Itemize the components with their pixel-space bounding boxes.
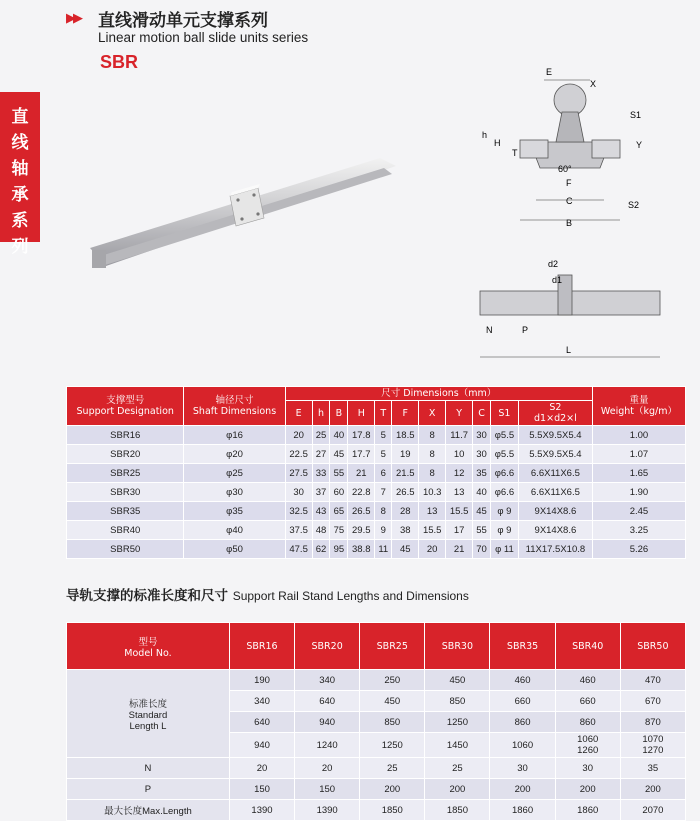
table-cell: 25 xyxy=(425,758,490,779)
table-cell: 38.8 xyxy=(348,540,375,559)
label-s1: S1 xyxy=(630,110,642,120)
table-cell: 1850 xyxy=(425,800,490,821)
table-cell: 1070 1270 xyxy=(620,733,685,758)
table-row xyxy=(67,800,686,821)
std-length-en: Length L xyxy=(129,720,167,732)
table-cell: 15.5 xyxy=(419,521,446,540)
table-row xyxy=(67,464,686,483)
table-cell: 45 xyxy=(330,445,348,464)
table-cell: 1450 xyxy=(425,733,490,758)
rail-lengths-table xyxy=(66,622,686,821)
table-cell: φ35 xyxy=(184,502,285,521)
col-header-model-no: SBR25 xyxy=(360,623,425,670)
table-cell: 43 xyxy=(312,502,330,521)
table-cell: 850 xyxy=(425,691,490,712)
table-cell: 60 xyxy=(330,483,348,502)
label-angle: 60° xyxy=(558,164,572,174)
table-cell: 450 xyxy=(425,670,490,691)
table-cell: 35 xyxy=(620,758,685,779)
table-cell: 17.8 xyxy=(348,426,375,445)
col-header-model-no: SBR30 xyxy=(425,623,490,670)
col-header: H xyxy=(348,401,375,426)
table-cell: 30 xyxy=(555,758,620,779)
table-cell: 5.5X9.5X5.4 xyxy=(518,445,592,464)
table-cell: 8 xyxy=(419,445,446,464)
page-title-en: Linear motion ball slide units series xyxy=(98,30,309,45)
table-row xyxy=(67,445,686,464)
table-cell: 1390 xyxy=(295,800,360,821)
table-cell: 75 xyxy=(330,521,348,540)
table-cell: 670 xyxy=(620,691,685,712)
table-cell: 6.6X11X6.5 xyxy=(518,483,592,502)
table-cell: 45 xyxy=(392,540,419,559)
table-cell: 940 xyxy=(229,733,294,758)
table-cell: 1850 xyxy=(360,800,425,821)
table-cell: 5 xyxy=(375,426,392,445)
table-cell: 11 xyxy=(375,540,392,559)
table-cell: 40 xyxy=(473,483,491,502)
slide-unit-photo xyxy=(80,140,410,290)
label-t: T xyxy=(512,148,518,158)
label-y: Y xyxy=(636,140,643,150)
table-row xyxy=(67,670,686,691)
col-header-designation: 支撑型号 Support Designation xyxy=(67,387,184,426)
table-cell: 1250 xyxy=(360,733,425,758)
table-cell: 2070 xyxy=(620,800,685,821)
label-h: h xyxy=(482,130,488,140)
table-cell: SBR25 xyxy=(67,464,184,483)
table-cell: 95 xyxy=(330,540,348,559)
table-cell: 5.5X9.5X5.4 xyxy=(518,426,592,445)
table-cell: 20 xyxy=(419,540,446,559)
table-cell: 10 xyxy=(446,445,473,464)
table-cell: 19 xyxy=(392,445,419,464)
table-cell: 27 xyxy=(312,445,330,464)
table-cell: 13 xyxy=(446,483,473,502)
table-cell: 150 xyxy=(229,779,294,800)
side-view-drawing xyxy=(470,255,670,365)
table-cell: 45 xyxy=(473,502,491,521)
table-cell: 30 xyxy=(285,483,312,502)
table-cell: 460 xyxy=(555,670,620,691)
table-cell: 1860 xyxy=(555,800,620,821)
table-cell: SBR16 xyxy=(67,426,184,445)
table-cell: 15.5 xyxy=(446,502,473,521)
col-header-model-no: SBR50 xyxy=(620,623,685,670)
table-cell: φ50 xyxy=(184,540,285,559)
table-cell: 8 xyxy=(419,426,446,445)
col-header-weight: 重量 Weight（kg/m） xyxy=(592,387,685,426)
table-cell: 1860 xyxy=(490,800,555,821)
table-cell: 21.5 xyxy=(392,464,419,483)
table-cell: 340 xyxy=(229,691,294,712)
table-cell: 6.6X11X6.5 xyxy=(518,464,592,483)
table-cell: 55 xyxy=(330,464,348,483)
table-cell: 11X17.5X10.8 xyxy=(518,540,592,559)
col-header: Y xyxy=(446,401,473,426)
col-header-model-no: SBR20 xyxy=(295,623,360,670)
table-cell: 660 xyxy=(490,691,555,712)
table-cell: 1250 xyxy=(425,712,490,733)
side-tab-char: 列 xyxy=(11,237,29,257)
table-cell: 21 xyxy=(446,540,473,559)
side-tab-char: 轴 xyxy=(11,159,29,179)
table-cell: 190 xyxy=(229,670,294,691)
table-row xyxy=(67,540,686,559)
label-big-h: H xyxy=(494,138,501,148)
table-cell: 30 xyxy=(473,426,491,445)
table-cell: 5 xyxy=(375,445,392,464)
side-tab-char: 系 xyxy=(11,211,29,231)
table-cell: 17 xyxy=(446,521,473,540)
table-cell: 200 xyxy=(425,779,490,800)
table-cell: SBR30 xyxy=(67,483,184,502)
table-cell: 7 xyxy=(375,483,392,502)
table-cell: 26.5 xyxy=(392,483,419,502)
table-cell: φ6.6 xyxy=(490,464,518,483)
table-cell: 33 xyxy=(312,464,330,483)
table-cell: 30 xyxy=(473,445,491,464)
table-cell: SBR50 xyxy=(67,540,184,559)
col-header: E xyxy=(285,401,312,426)
table-cell: 940 xyxy=(295,712,360,733)
table-cell: 48 xyxy=(312,521,330,540)
table-cell: 2.45 xyxy=(592,502,685,521)
col-header: C xyxy=(473,401,491,426)
table-row xyxy=(67,758,686,779)
table-cell: φ30 xyxy=(184,483,285,502)
table-cell: 250 xyxy=(360,670,425,691)
label-e: E xyxy=(546,67,553,77)
table-cell: 9X14X8.6 xyxy=(518,521,592,540)
table-cell: 1.90 xyxy=(592,483,685,502)
col-header: X xyxy=(419,401,446,426)
std-length-cn: 标准长度 xyxy=(128,698,167,710)
table-cell: 450 xyxy=(360,691,425,712)
table-cell: φ20 xyxy=(184,445,285,464)
table-cell: φ 11 xyxy=(490,540,518,559)
table-cell: 28 xyxy=(392,502,419,521)
table-cell: 3.25 xyxy=(592,521,685,540)
col-header-dimensions: 尺寸 Dimensions（mm） xyxy=(285,387,592,401)
double-arrow-icon: ▶▶ xyxy=(66,11,80,26)
table-cell: SBR35 xyxy=(67,502,184,521)
col-header: B xyxy=(330,401,348,426)
table-cell: 8 xyxy=(419,464,446,483)
col-header-s2: S2 d1×d2×l xyxy=(518,401,592,426)
table-cell: 25 xyxy=(312,426,330,445)
label-c: C xyxy=(566,196,573,206)
table-cell: 860 xyxy=(490,712,555,733)
label-s2: S2 xyxy=(628,200,640,210)
table-cell: φ 9 xyxy=(490,521,518,540)
table-cell: 35 xyxy=(473,464,491,483)
label-d1: d1 xyxy=(552,275,563,285)
table-row xyxy=(67,779,686,800)
table-cell: 25 xyxy=(360,758,425,779)
table-cell: φ5.5 xyxy=(490,445,518,464)
col-header: S1 xyxy=(490,401,518,426)
label-n: N xyxy=(486,325,493,335)
table-cell: 20 xyxy=(229,758,294,779)
table-cell: 最大长度Max.Length xyxy=(67,800,230,821)
table-cell: 18.5 xyxy=(392,426,419,445)
side-tab-char: 线 xyxy=(11,133,29,153)
std-length-en: Standard xyxy=(128,709,168,721)
table-cell: φ6.6 xyxy=(490,483,518,502)
table-cell: 850 xyxy=(360,712,425,733)
table-cell: φ5.5 xyxy=(490,426,518,445)
table-cell: N xyxy=(67,758,230,779)
table-cell: 10.3 xyxy=(419,483,446,502)
label-l: L xyxy=(566,345,572,355)
col-header-model-no: SBR16 xyxy=(229,623,294,670)
col-header-model-no: SBR40 xyxy=(555,623,620,670)
table-cell: 13 xyxy=(419,502,446,521)
label-p: P xyxy=(522,325,529,335)
table-cell: 1.65 xyxy=(592,464,685,483)
dimensions-table xyxy=(66,386,686,559)
cross-section-drawing xyxy=(460,60,670,240)
model-code: SBR xyxy=(100,52,139,72)
col-header-model: 型号 Model No. xyxy=(67,623,230,670)
side-tab-char: 直 xyxy=(11,107,29,127)
table-cell: 12 xyxy=(446,464,473,483)
table-cell xyxy=(67,670,230,758)
table-cell: 200 xyxy=(360,779,425,800)
table-cell: P xyxy=(67,779,230,800)
table-cell: φ25 xyxy=(184,464,285,483)
table-cell: 6 xyxy=(375,464,392,483)
table-row xyxy=(67,502,686,521)
table-row xyxy=(67,521,686,540)
label-d2: d2 xyxy=(548,259,559,269)
table-cell: 1390 xyxy=(229,800,294,821)
label-f: F xyxy=(566,178,572,188)
table-cell: 1060 xyxy=(490,733,555,758)
table-cell: 38 xyxy=(392,521,419,540)
table-cell: 70 xyxy=(473,540,491,559)
table-cell: 32.5 xyxy=(285,502,312,521)
table-cell: 640 xyxy=(295,691,360,712)
table-cell: 8 xyxy=(375,502,392,521)
table-cell: 62 xyxy=(312,540,330,559)
label-x: X xyxy=(590,79,597,89)
table-cell: 1.07 xyxy=(592,445,685,464)
table-cell: 1240 xyxy=(295,733,360,758)
table-cell: 55 xyxy=(473,521,491,540)
table-cell: 9X14X8.6 xyxy=(518,502,592,521)
series-side-tab xyxy=(0,92,40,257)
label-b: B xyxy=(566,218,573,228)
table-cell: 40 xyxy=(330,426,348,445)
page-title-cn: 直线滑动单元支撑系列 xyxy=(98,11,268,31)
table-cell: 17.7 xyxy=(348,445,375,464)
side-tab-char: 承 xyxy=(11,185,29,205)
section-title-en: Support Rail Stand Lengths and Dimensions xyxy=(232,589,469,603)
col-header: h xyxy=(312,401,330,426)
table-cell: 1.00 xyxy=(592,426,685,445)
col-header-model-no: SBR35 xyxy=(490,623,555,670)
table-cell: 200 xyxy=(490,779,555,800)
table-cell: φ 9 xyxy=(490,502,518,521)
table-cell: 150 xyxy=(295,779,360,800)
table-cell: 65 xyxy=(330,502,348,521)
table-cell: 27.5 xyxy=(285,464,312,483)
table-cell: 460 xyxy=(490,670,555,691)
table-cell: 860 xyxy=(555,712,620,733)
col-header: F xyxy=(392,401,419,426)
table-cell: 200 xyxy=(555,779,620,800)
table-cell: 11.7 xyxy=(446,426,473,445)
table-cell: 26.5 xyxy=(348,502,375,521)
table-cell: 20 xyxy=(285,426,312,445)
table-cell: 30 xyxy=(490,758,555,779)
table-row xyxy=(67,483,686,502)
table-cell: 5.26 xyxy=(592,540,685,559)
table-cell: SBR20 xyxy=(67,445,184,464)
table-cell: 22.8 xyxy=(348,483,375,502)
col-header-shaft: 轴径尺寸 Shaft Dimensions xyxy=(184,387,285,426)
table-cell: 9 xyxy=(375,521,392,540)
table-cell: φ16 xyxy=(184,426,285,445)
table-cell: 340 xyxy=(295,670,360,691)
table-cell: 47.5 xyxy=(285,540,312,559)
table-cell: 640 xyxy=(229,712,294,733)
table-cell: 470 xyxy=(620,670,685,691)
table-cell: 660 xyxy=(555,691,620,712)
table-cell: 1060 1260 xyxy=(555,733,620,758)
table-cell: 21 xyxy=(348,464,375,483)
table-cell: 870 xyxy=(620,712,685,733)
table-cell: 37.5 xyxy=(285,521,312,540)
table-cell: 37 xyxy=(312,483,330,502)
table-cell: 29.5 xyxy=(348,521,375,540)
col-header: T xyxy=(375,401,392,426)
section-title xyxy=(66,584,469,604)
table-cell: 22.5 xyxy=(285,445,312,464)
table-row xyxy=(67,426,686,445)
section-title-cn: 导轨支撑的标准长度和尺寸 xyxy=(66,588,228,604)
table-cell: φ40 xyxy=(184,521,285,540)
table-cell: SBR40 xyxy=(67,521,184,540)
table-cell: 20 xyxy=(295,758,360,779)
table-cell: 200 xyxy=(620,779,685,800)
